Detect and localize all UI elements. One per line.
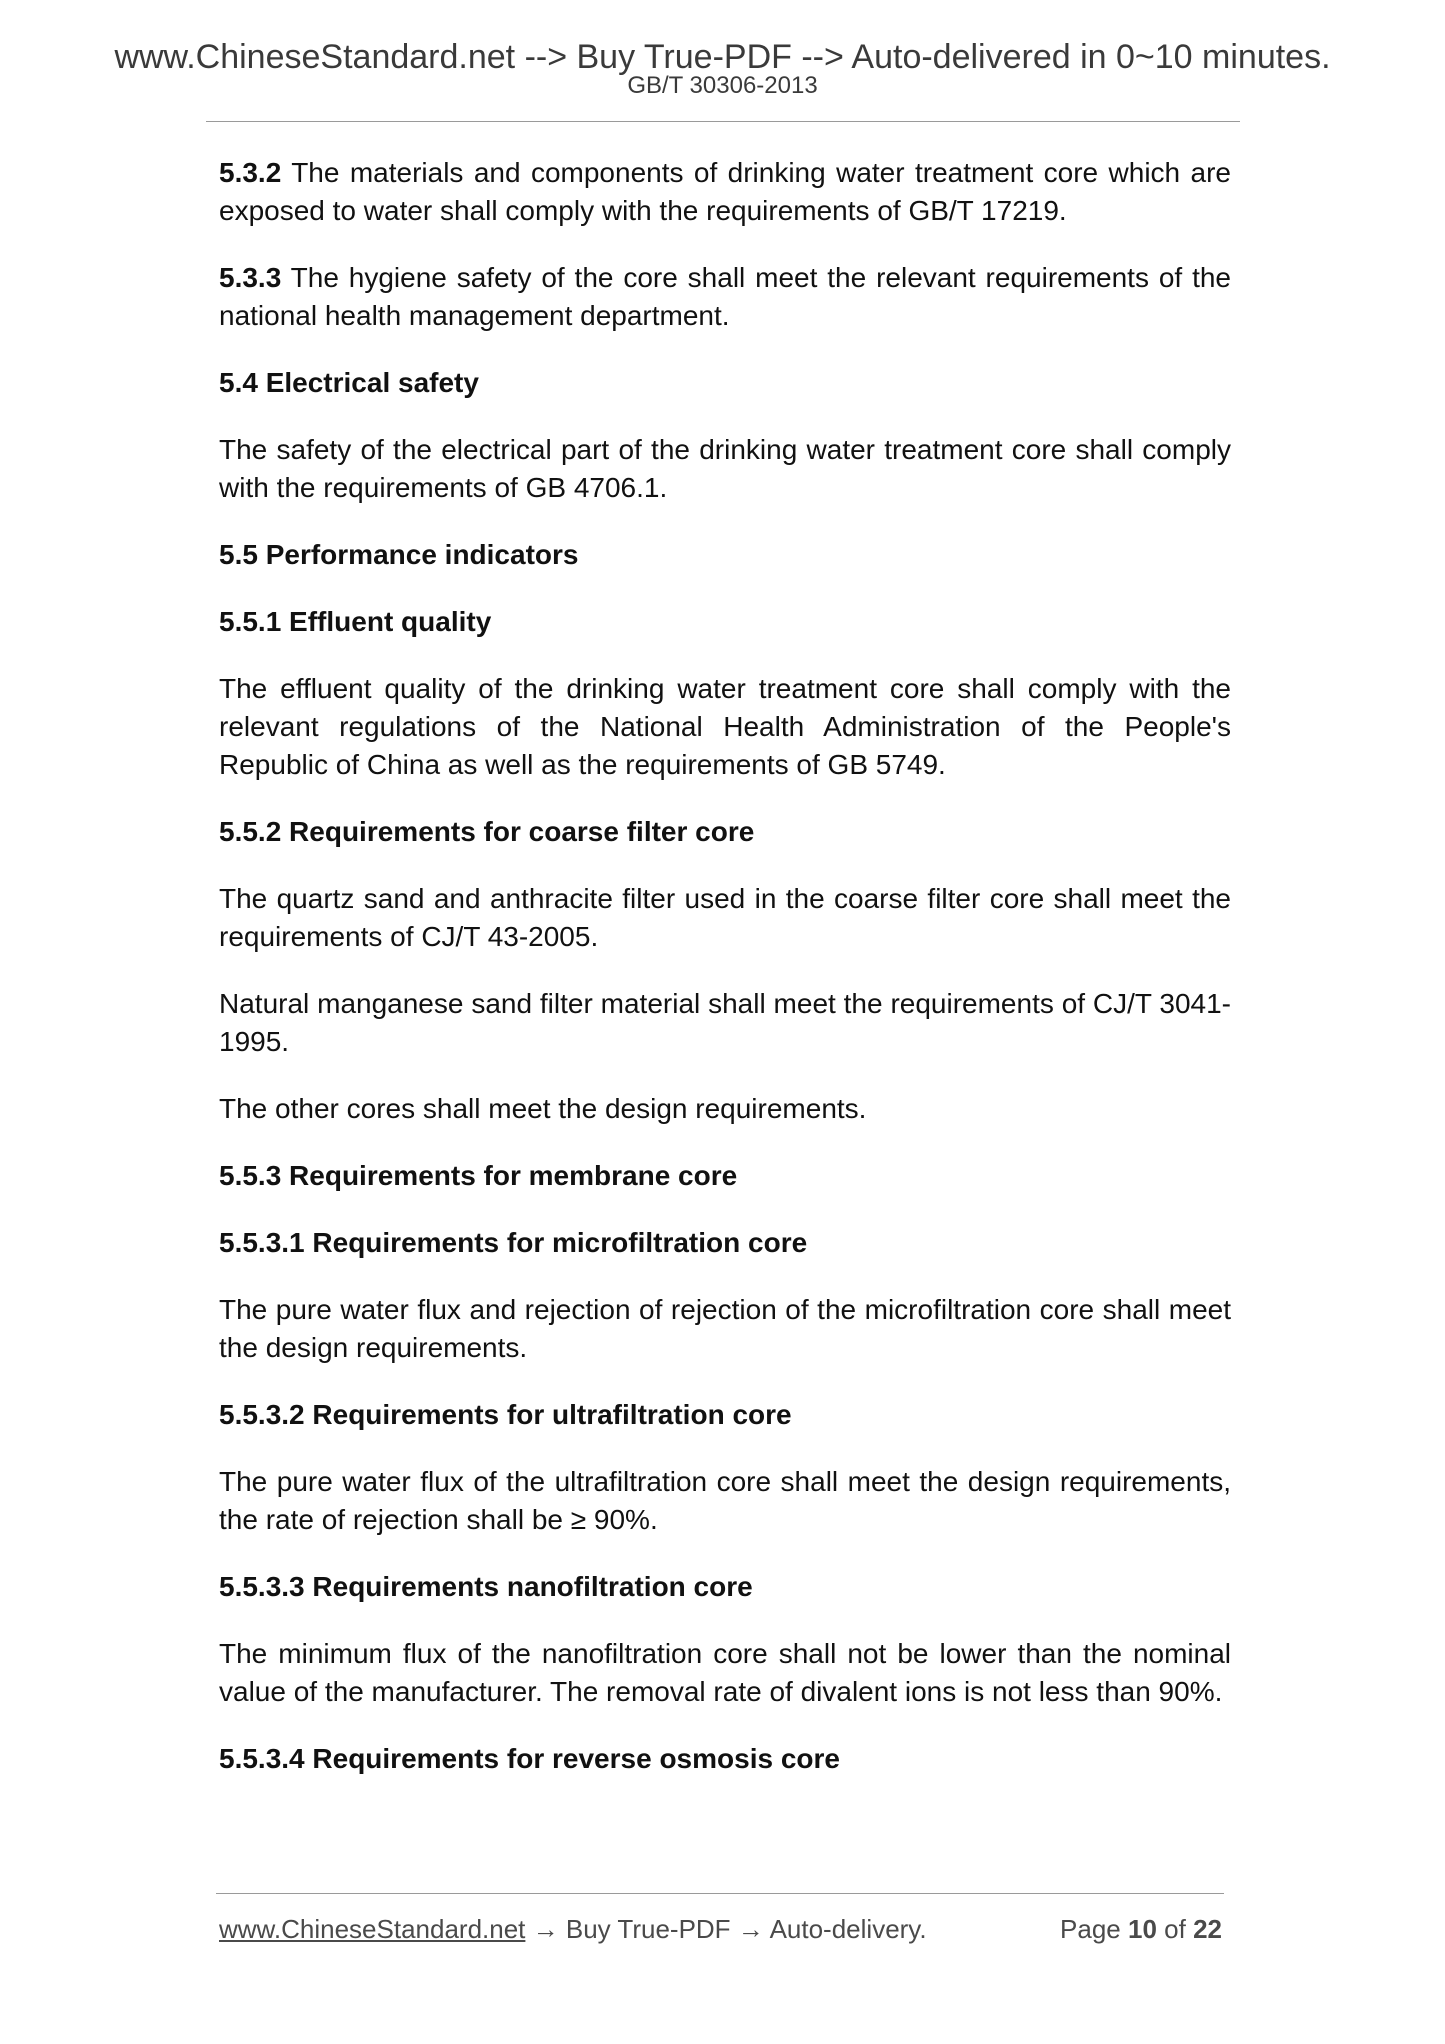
paragraph-5-5-2-b: Natural manganese sand filter material shall meet the requirements of CJ/T 3041-1995. bbox=[219, 988, 1231, 1057]
heading-5-5: 5.5 Performance indicators bbox=[219, 539, 579, 570]
total-pages: 22 bbox=[1193, 1914, 1222, 1944]
page-indicator bbox=[1060, 1914, 1222, 1945]
heading-5-5-3-2: 5.5.3.2 Requirements for ultrafiltration core bbox=[219, 1399, 792, 1430]
header-divider bbox=[206, 121, 1240, 122]
clause-5-3-2 bbox=[219, 154, 1231, 230]
heading-5-4: 5.4 Electrical safety bbox=[219, 367, 479, 398]
footer bbox=[219, 1914, 1222, 1945]
paragraph-5-4: The safety of the electrical part of the drinking water treatment core shall comply with the requirements of GB 4706.1. bbox=[219, 434, 1231, 503]
footer-site-link[interactable]: www.ChineseStandard.net bbox=[219, 1914, 526, 1944]
of-word: of bbox=[1164, 1914, 1186, 1944]
page-word: Page bbox=[1060, 1914, 1121, 1944]
heading-5-5-3: 5.5.3 Requirements for membrane core bbox=[219, 1160, 738, 1191]
heading-5-5-3-3: 5.5.3.3 Requirements nanofiltration core bbox=[219, 1571, 753, 1602]
paragraph-5-5-3-3: The minimum flux of the nanofiltration core shall not be lower than the nominal value of the manufacturer. The removal rate of divalent ions is not less than 90%. bbox=[219, 1638, 1231, 1707]
page-number: 10 bbox=[1128, 1914, 1157, 1944]
heading-5-5-3-4: 5.5.3.4 Requirements for reverse osmosis core bbox=[219, 1743, 840, 1774]
footer-divider bbox=[216, 1893, 1224, 1894]
heading-5-5-2: 5.5.2 Requirements for coarse filter core bbox=[219, 816, 755, 847]
clause-number: 5.3.3 bbox=[219, 262, 282, 293]
header-banner: www.ChineseStandard.net --> Buy True-PDF --> Auto-delivered in 0~10 minutes. bbox=[114, 38, 1331, 76]
paragraph-5-5-2-c: The other cores shall meet the design requirements. bbox=[219, 1093, 867, 1124]
clause-number: 5.3.2 bbox=[219, 157, 282, 188]
paragraph-5-5-2-a: The quartz sand and anthracite filter used in the coarse filter core shall meet the requirements of CJ/T 43-2005. bbox=[219, 883, 1231, 952]
clause-text: The hygiene safety of the core shall meet the relevant requirements of the national health management department. bbox=[219, 262, 1231, 331]
footer-tagline: → Buy True-PDF → Auto-delivery. bbox=[525, 1914, 927, 1944]
heading-5-5-3-1: 5.5.3.1 Requirements for microfiltration core bbox=[219, 1227, 808, 1258]
paragraph-5-5-3-1: The pure water flux and rejection of rejection of the microfiltration core shall meet the design requirements. bbox=[219, 1294, 1231, 1363]
page-content bbox=[219, 154, 1231, 1807]
paragraph-5-5-1: The effluent quality of the drinking water treatment core shall comply with the relevant regulations of the National Health Administration of the People's Republic of China as well as the requirements of GB 5749. bbox=[219, 673, 1231, 780]
standard-code: GB/T 30306-2013 bbox=[627, 72, 818, 99]
paragraph-5-5-3-2: The pure water flux of the ultrafiltration core shall meet the design requirements, the rate of rejection shall be ≥ 90%. bbox=[219, 1466, 1231, 1535]
clause-text: The materials and components of drinking water treatment core which are exposed to water shall comply with the requirements of GB/T 17219. bbox=[219, 157, 1231, 226]
heading-5-5-1: 5.5.1 Effluent quality bbox=[219, 606, 492, 637]
clause-5-3-3 bbox=[219, 259, 1231, 335]
